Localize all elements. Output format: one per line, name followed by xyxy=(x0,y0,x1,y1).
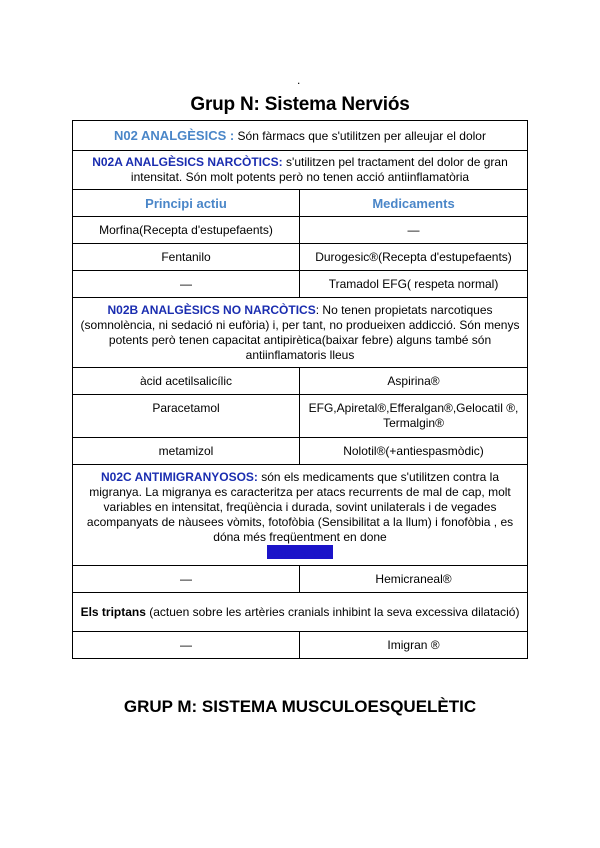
table-row xyxy=(73,271,528,298)
n02c-header-row xyxy=(73,465,528,566)
n02a-description: s'utilitzen pel tractament del dolor de gran intensitat. Són molt potents però no tenen acció antiinflamatòria xyxy=(130,155,508,184)
column-header-medications: Medicaments xyxy=(300,190,528,217)
column-header-principle: Principi actiu xyxy=(73,190,300,217)
triptans-heading: Els triptans xyxy=(80,604,146,619)
table-row xyxy=(73,566,528,593)
table-row xyxy=(73,368,528,395)
n02c-description: són els medicaments que s'utilitzen contra la migranya. La migranya es caracteritza per atacs recurrents de mal de cap, molt variables en intensitat, freqüència i durada, sovint unilaterals i de vegades acompanyats de nàusees vòmits, fotofòbia (Sensibilitat a la llum) i fonofòbia , es dóna més freqüentment en done xyxy=(86,470,514,544)
page-title: Grup N: Sistema Nerviós xyxy=(190,94,410,115)
principle-cell: — xyxy=(73,632,300,659)
principle-cell: Morfina(Recepta d'estupefaents) xyxy=(73,217,300,244)
table-row xyxy=(73,438,528,465)
triptans-header-row xyxy=(73,593,528,632)
principle-cell: — xyxy=(73,566,300,593)
medication-cell: Nolotil®(+antiespasmòdic) xyxy=(300,438,528,465)
medication-cell: Tramadol EFG( respeta normal) xyxy=(300,271,528,298)
n02b-description: : No tenen propietats narcotiques (somnolència, ni sedació ni eufòria) i, per tant, no produeixen addicció. Són menys potents però tenen capacitat antipirètica(baixar febre) alguns també són antiinflamatoris lleus xyxy=(80,302,520,362)
n02-heading: N02 ANALGÈSICS : xyxy=(114,127,235,143)
table-row xyxy=(73,632,528,659)
medication-cell: Hemicraneal® xyxy=(300,566,528,593)
medication-cell: Aspirina® xyxy=(300,368,528,395)
table-row xyxy=(73,217,528,244)
n02a-header-row xyxy=(73,151,528,190)
n02-header-row xyxy=(73,121,528,151)
page-dot: . xyxy=(297,73,301,87)
n02a-heading: N02A ANALGÈSICS NARCÒTICS: xyxy=(92,155,283,169)
medication-cell: Durogesic®(Recepta d'estupefaents) xyxy=(300,244,528,271)
section-title-grup-m: GRUP M: SISTEMA MUSCULOESQUELÈTIC xyxy=(123,697,477,716)
principle-cell: Paracetamol xyxy=(73,395,300,438)
n02-description: Són fàrmacs que s'utilitzen per alleujar el dolor xyxy=(234,128,486,143)
dolor-al-cap-link[interactable]: Dolor al cap xyxy=(267,545,333,559)
column-header-row xyxy=(73,190,528,217)
table-row xyxy=(73,244,528,271)
n02c-heading: N02C ANTIMIGRANYOSOS: xyxy=(101,470,258,484)
triptans-description: (actuen sobre les artèries cranials inhibint la seva excessiva dilatació) xyxy=(145,604,520,619)
principle-cell: Fentanilo xyxy=(73,244,300,271)
principle-cell: àcid acetilsalicílic xyxy=(73,368,300,395)
table-row xyxy=(73,395,528,438)
principle-cell: metamizol xyxy=(73,438,300,465)
medication-cell: — xyxy=(300,217,528,244)
drug-table xyxy=(72,120,528,659)
medication-cell: Imigran ® xyxy=(300,632,528,659)
principle-cell: — xyxy=(73,271,300,298)
n02b-heading: N02B ANALGÈSICS NO NARCÒTICS xyxy=(107,302,316,317)
medication-cell: EFG,Apiretal®,Efferalgan®,Gelocatil ®, Termalgin® xyxy=(300,395,528,438)
n02b-header-row xyxy=(73,298,528,368)
